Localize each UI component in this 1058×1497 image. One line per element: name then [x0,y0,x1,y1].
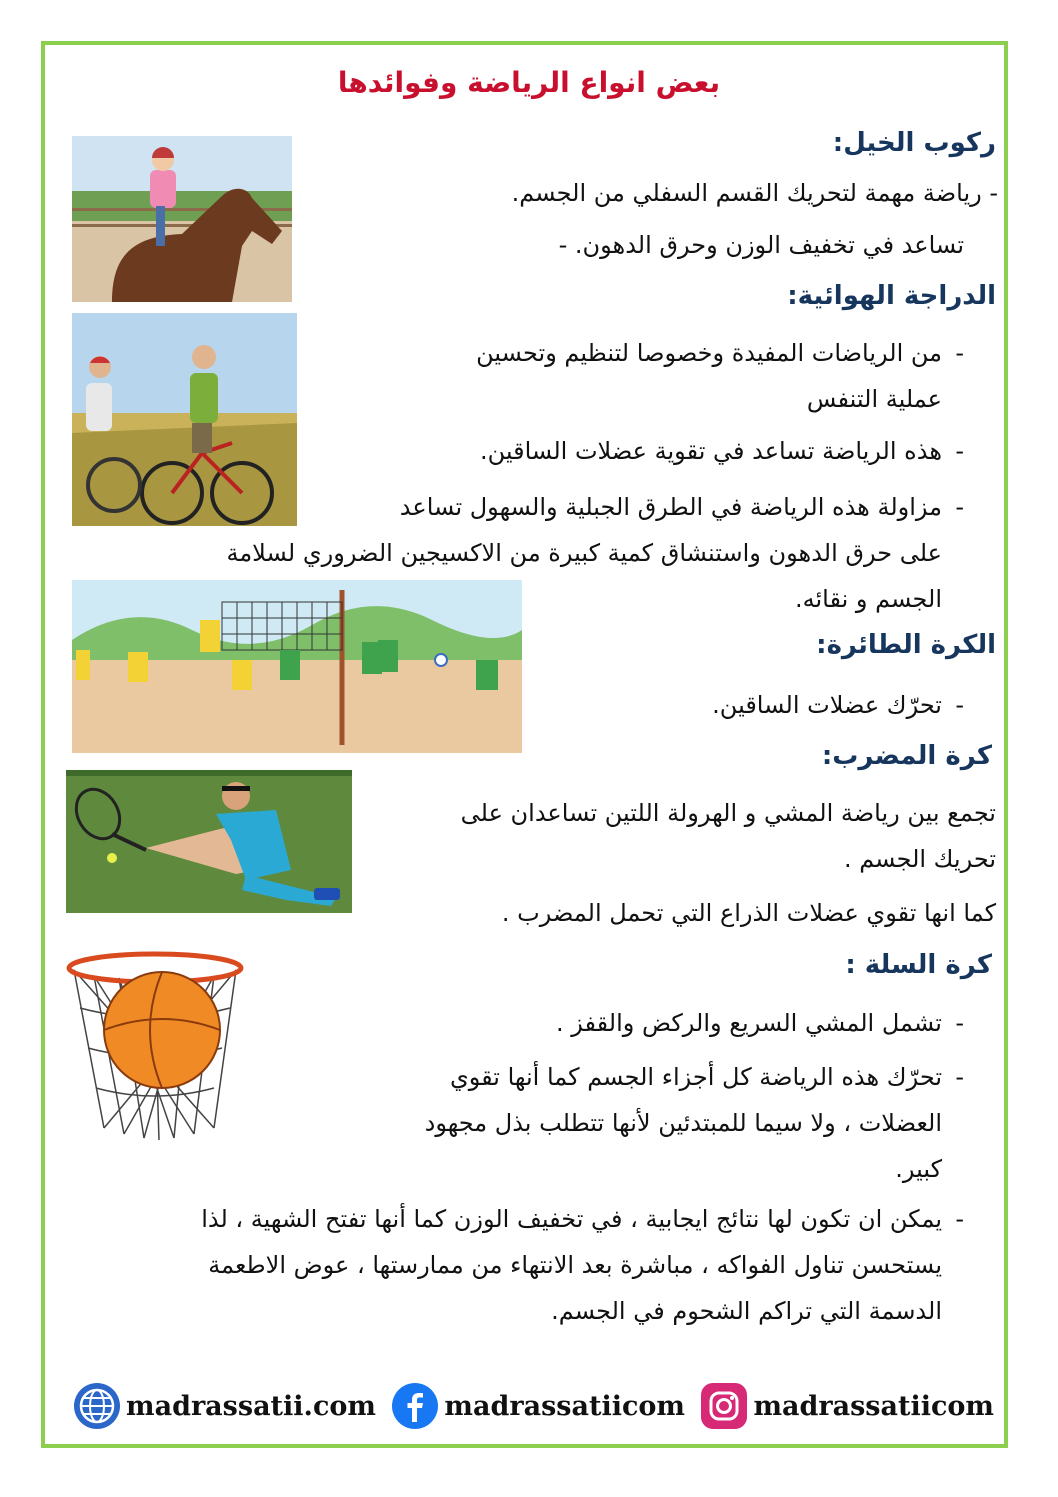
basket-item-3-line-1: يمكن ان تكون لها نتائج ايجابية ، في تخفيف الوزن كما أنها تفتح الشهية ، لذا [201,1205,942,1233]
horse-riding-image [72,136,292,302]
cycling-image [72,313,297,526]
basket-item-2: -تحرّك هذه الرياضة كل أجزاء الجسم كما أنها تقوي العضلات ، ولا سيما للمبتدئين لأنها تتطلب بذل مجهود كبير. [424,1063,964,1183]
heading-basketball: كرة السلة : [845,950,992,980]
volley-item-1: -تحرّك عضلات الساقين. [712,691,964,719]
bike-item-3-line-1: مزاولة هذه الرياضة في الطرق الجبلية والسهول تساعد [399,493,942,521]
heading-bicycle: الدراجة الهوائية: [787,281,996,311]
basket-item-1-text: تشمل المشي السريع والركض والقفز . [555,1009,942,1037]
footer [74,1378,994,1434]
tennis-line-1: تجمع بين رياضة المشي و الهرولة اللتين تساعدان على [460,799,996,827]
bike-item-3-line-3: الجسم و نقائه. [794,585,942,613]
basket-item-2-line-2: العضلات ، ولا سيما للمبتدئين لأنها تتطلب بذل مجهود [424,1109,942,1137]
horse-line-1: - رياضة مهمة لتحريك القسم السفلي من الجسم. [511,179,998,207]
bike-item-2-text: هذه الرياضة تساعد في تقوية عضلات الساقين. [480,437,942,465]
instagram-icon [701,1383,747,1429]
facebook-icon [392,1383,438,1429]
volleyball-image [72,580,522,753]
footer-instagram-text: madrassatiicom [753,1390,994,1422]
volley-item-1-text: تحرّك عضلات الساقين. [712,691,942,719]
horse-line-2-text: تساعد في تخفيف الوزن وحرق الدهون. [574,231,964,259]
basket-item-2-line-1: تحرّك هذه الرياضة كل أجزاء الجسم كما أنها تقوي [449,1063,942,1091]
bike-item-1: -من الرياضات المفيدة وخصوصا لتنظيم وتحسين عملية التنفس [476,339,964,413]
basketball-hoop-image [64,948,246,1144]
footer-web-link[interactable] [74,1383,376,1429]
tennis-image [66,770,352,913]
footer-web-text: madrassatii.com [126,1390,376,1422]
basket-item-3-line-3: الدسمة التي تراكم الشحوم في الجسم. [551,1297,942,1325]
bike-item-3-line-2: على حرق الدهون واستنشاق كمية كبيرة من الاكسيجين الضروري لسلامة [226,539,942,567]
basket-item-2-line-3: كبير. [895,1155,942,1183]
footer-facebook-text: madrassatiicom [444,1390,685,1422]
heading-horse-riding: ركوب الخيل: [832,128,996,158]
basket-item-1: -تشمل المشي السريع والركض والقفز . [555,1009,964,1037]
globe-icon [74,1383,120,1429]
bike-item-3: -مزاولة هذه الرياضة في الطرق الجبلية والسهول تساعد على حرق الدهون واستنشاق كمية كبيرة من الاكسيجين الضروري لسلامة الجسم و نقائه. [226,493,964,613]
bike-item-1-line-2: عملية التنفس [806,385,942,413]
bike-item-1-line-1: من الرياضات المفيدة وخصوصا لتنظيم وتحسين [476,339,942,367]
footer-facebook-link[interactable] [392,1383,685,1429]
page-title: بعض انواع الرياضة وفوائدها [337,66,721,99]
heading-volleyball: الكرة الطائرة: [816,630,996,660]
footer-instagram-link[interactable] [701,1383,994,1429]
horse-line-2: تساعد في تخفيف الوزن وحرق الدهون. - [558,231,964,259]
bike-item-2: -هذه الرياضة تساعد في تقوية عضلات الساقين. [480,437,964,465]
basket-item-3: -يمكن ان تكون لها نتائج ايجابية ، في تخفيف الوزن كما أنها تفتح الشهية ، لذا يستحسن تناول الفواكه ، مباشرة بعد الانتهاء من ممارستها ، عوض الاطعمة الدسمة التي تراكم الشحوم في الجسم. [201,1205,964,1325]
heading-tennis: كرة المضرب: [821,741,992,771]
basket-item-3-line-2: يستحسن تناول الفواكه ، مباشرة بعد الانتهاء من ممارستها ، عوض الاطعمة [208,1251,942,1279]
tennis-line-3: كما انها تقوي عضلات الذراع التي تحمل المضرب . [501,899,996,927]
tennis-line-2: تحريك الجسم . [843,845,996,873]
